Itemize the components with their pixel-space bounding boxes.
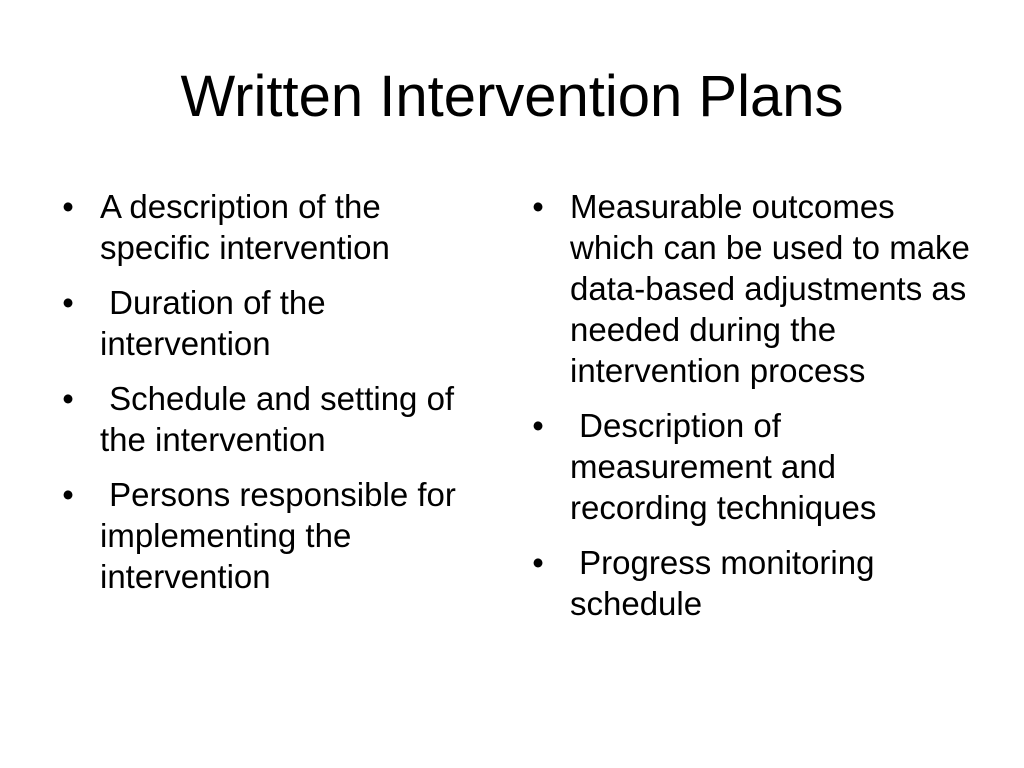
list-item-text: Duration of the intervention	[100, 284, 335, 362]
list-item	[58, 186, 498, 268]
bullet-icon: •	[62, 380, 74, 417]
right-bullet-list	[528, 186, 978, 638]
list-item-text: Schedule and setting of the intervention	[100, 380, 464, 458]
list-item	[58, 474, 498, 597]
list-item	[528, 186, 978, 391]
bullet-icon: •	[532, 407, 544, 444]
list-item	[528, 405, 978, 528]
bullet-icon: •	[62, 188, 74, 225]
list-item-text: Measurable outcomes which can be used to make data-based adjustments as needed during the intervention process	[570, 188, 980, 389]
bullet-icon: •	[62, 284, 74, 321]
slide-title: Written Intervention Plans	[180, 64, 844, 129]
bullet-icon: •	[532, 544, 544, 581]
list-item-text: Persons responsible for implementing the intervention	[100, 476, 466, 595]
list-item-text: A description of the specific intervention	[100, 188, 390, 266]
list-item	[58, 282, 498, 364]
list-item	[528, 542, 978, 624]
bullet-icon: •	[532, 188, 544, 225]
list-item-text: Progress monitoring schedule	[570, 544, 884, 622]
list-item-text: Description of measurement and recording techniques	[570, 407, 877, 526]
bullet-icon: •	[62, 476, 74, 513]
left-bullet-list	[58, 186, 498, 611]
list-item	[58, 378, 498, 460]
